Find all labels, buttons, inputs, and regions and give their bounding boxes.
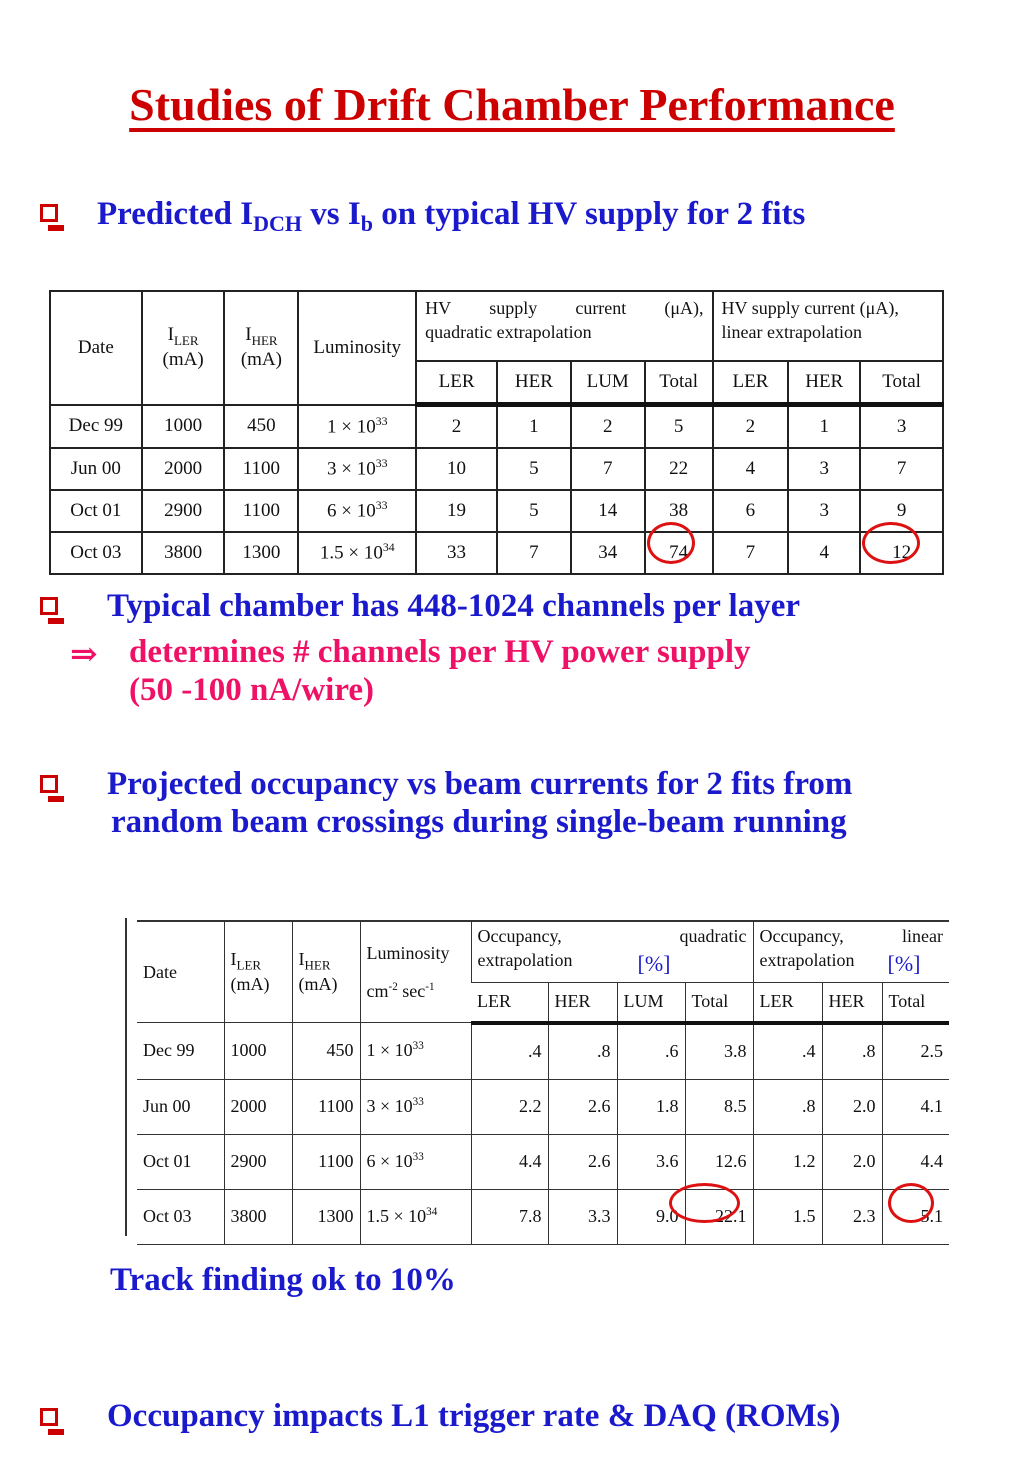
subheader-cell: LER bbox=[753, 982, 822, 1023]
highlight-circle-74 bbox=[647, 522, 695, 564]
col-header-linear: HV supply current (μA), linear extrapolation bbox=[713, 291, 943, 361]
value-cell: 2.6 bbox=[548, 1079, 617, 1134]
table-header-row bbox=[50, 291, 943, 361]
value-cell: 1.8 bbox=[617, 1079, 685, 1134]
value-cell: 4 bbox=[788, 532, 860, 574]
date-cell: Dec 99 bbox=[50, 405, 142, 449]
date-cell: Oct 01 bbox=[50, 490, 142, 532]
luminosity-cell: $1.5 \times 10^{34}$ bbox=[298, 532, 416, 574]
iler-cell: 2000 bbox=[142, 448, 225, 490]
col-header-iler: $I_{LER}$ (mA) bbox=[224, 922, 292, 1023]
date-cell: Oct 03 bbox=[50, 532, 142, 574]
iler-cell: 2900 bbox=[224, 1134, 292, 1189]
quad-percent-unit: [%] bbox=[637, 951, 671, 976]
bullet-icon bbox=[40, 597, 58, 615]
highlight-circle-12 bbox=[862, 522, 920, 564]
table-row bbox=[137, 1079, 949, 1134]
bullet-predicted-current: Predicted $I_{DCH}$ vs $I_b$ on typical HV supply for 2 fits bbox=[97, 196, 806, 236]
value-cell: 12.6 bbox=[685, 1134, 753, 1189]
col-header-iher: $I_{HER}$ (mA) bbox=[224, 291, 298, 405]
col-header-date: Date bbox=[50, 291, 142, 405]
implies-line2: (50 -100 nA/wire) bbox=[129, 672, 375, 708]
highlight-circle-22-1 bbox=[669, 1183, 740, 1223]
subheader-cell: HER bbox=[822, 982, 882, 1023]
value-cell: 2 bbox=[713, 405, 789, 449]
value-cell: .4 bbox=[471, 1023, 548, 1080]
iler-cell: 1000 bbox=[224, 1023, 292, 1080]
iler-cell: 3800 bbox=[224, 1189, 292, 1244]
value-cell: 2.2 bbox=[471, 1079, 548, 1134]
value-cell: 7 bbox=[497, 532, 571, 574]
value-cell: 7 bbox=[860, 448, 943, 490]
iler-cell: 1000 bbox=[142, 405, 225, 449]
luminosity-cell: $1.5 \times 10^{34}$ bbox=[360, 1189, 471, 1244]
luminosity-cell: $1 \times 10^{33}$ bbox=[298, 405, 416, 449]
lin-percent-unit: [%] bbox=[887, 951, 921, 976]
table-row bbox=[137, 1134, 949, 1189]
value-cell: 8.5 bbox=[685, 1079, 753, 1134]
value-cell: 5 bbox=[645, 405, 713, 449]
occupancy-table bbox=[137, 922, 949, 1245]
luminosity-cell: $6 \times 10^{33}$ bbox=[360, 1134, 471, 1189]
luminosity-cell: $6 \times 10^{33}$ bbox=[298, 490, 416, 532]
col-header-iler: $I_{LER}$ (mA) bbox=[142, 291, 225, 405]
value-cell: 3.6 bbox=[617, 1134, 685, 1189]
bullet-icon bbox=[40, 204, 58, 222]
highlight-circle-5-1 bbox=[888, 1183, 934, 1223]
iher-cell: 1100 bbox=[224, 448, 298, 490]
value-cell: 7.8 bbox=[471, 1189, 548, 1244]
value-cell: 33 bbox=[416, 532, 497, 574]
value-cell: 9 bbox=[860, 490, 943, 532]
value-cell: 22 bbox=[645, 448, 713, 490]
value-cell: 1.2 bbox=[753, 1134, 822, 1189]
bullet-occupancy-impacts: Occupancy impacts L1 trigger rate & DAQ (ROMs) bbox=[107, 1398, 841, 1434]
table-row bbox=[137, 1189, 949, 1244]
value-cell: 4.1 bbox=[882, 1079, 949, 1134]
value-cell: 1.5 bbox=[753, 1189, 822, 1244]
value-cell: 34 bbox=[571, 532, 645, 574]
bullet-projected-occupancy-line1: Projected occupancy vs beam currents for 2 fits from bbox=[107, 766, 853, 802]
track-finding-note: Track finding ok to 10% bbox=[110, 1262, 456, 1298]
subheader-cell: HER bbox=[497, 361, 571, 405]
hv-current-table bbox=[49, 290, 944, 575]
value-cell: .4 bbox=[753, 1023, 822, 1080]
bullet-projected-occupancy-line2: random beam crossings during single-beam running bbox=[111, 804, 847, 840]
col-header-date: Date bbox=[137, 922, 224, 1023]
value-cell: 2 bbox=[571, 405, 645, 449]
implies-arrow-icon: ⇒ bbox=[70, 637, 98, 673]
value-cell: 5.1 bbox=[882, 1189, 949, 1244]
value-cell: 19 bbox=[416, 490, 497, 532]
table-row bbox=[137, 1023, 949, 1080]
value-cell: 3.3 bbox=[548, 1189, 617, 1244]
table-left-rule bbox=[125, 918, 127, 1236]
subheader-cell: Total bbox=[685, 982, 753, 1023]
value-cell: 74 bbox=[645, 532, 713, 574]
value-cell: 9.0 bbox=[617, 1189, 685, 1244]
luminosity-cell: $3 \times 10^{33}$ bbox=[360, 1079, 471, 1134]
implies-line1: determines # channels per HV power supply bbox=[129, 634, 751, 670]
table-header-row bbox=[137, 922, 949, 982]
table-row bbox=[50, 532, 943, 574]
value-cell: 22.1 bbox=[685, 1189, 753, 1244]
date-cell: Oct 01 bbox=[137, 1134, 224, 1189]
iler-cell: 3800 bbox=[142, 532, 225, 574]
subheader-cell: LER bbox=[471, 982, 548, 1023]
col-header-quadratic: HV supply current (μA), quadratic extrapolation bbox=[416, 291, 712, 361]
value-cell: 1 bbox=[788, 405, 860, 449]
subheader-cell: HER bbox=[548, 982, 617, 1023]
table-row bbox=[50, 490, 943, 532]
subheader-cell: LER bbox=[416, 361, 497, 405]
iher-cell: 1100 bbox=[292, 1134, 360, 1189]
value-cell: 5 bbox=[497, 448, 571, 490]
value-cell: 14 bbox=[571, 490, 645, 532]
col-header-quadratic: Occupancy, quadratic extrapolation [%] bbox=[471, 922, 753, 982]
value-cell: 2.0 bbox=[822, 1079, 882, 1134]
col-header-luminosity: Luminosity bbox=[298, 291, 416, 405]
value-cell: .8 bbox=[753, 1079, 822, 1134]
iher-cell: 1100 bbox=[292, 1079, 360, 1134]
luminosity-cell: $1 \times 10^{33}$ bbox=[360, 1023, 471, 1080]
value-cell: 2.5 bbox=[882, 1023, 949, 1080]
col-header-linear: Occupancy, linear extrapolation [%] bbox=[753, 922, 949, 982]
value-cell: 2.0 bbox=[822, 1134, 882, 1189]
value-cell: 2 bbox=[416, 405, 497, 449]
value-cell: 2.6 bbox=[548, 1134, 617, 1189]
date-cell: Dec 99 bbox=[137, 1023, 224, 1080]
table-row bbox=[50, 448, 943, 490]
col-header-iher: $I_{HER}$ (mA) bbox=[292, 922, 360, 1023]
value-cell: 4 bbox=[713, 448, 789, 490]
value-cell: 5 bbox=[497, 490, 571, 532]
value-cell: .8 bbox=[548, 1023, 617, 1080]
date-cell: Jun 00 bbox=[50, 448, 142, 490]
value-cell: 3 bbox=[788, 448, 860, 490]
value-cell: 7 bbox=[713, 532, 789, 574]
iher-cell: 450 bbox=[292, 1023, 360, 1080]
subheader-cell: Total bbox=[882, 982, 949, 1023]
subheader-cell: LUM bbox=[617, 982, 685, 1023]
iher-cell: 1100 bbox=[224, 490, 298, 532]
value-cell: 3 bbox=[860, 405, 943, 449]
subheader-cell: LER bbox=[713, 361, 789, 405]
value-cell: .6 bbox=[617, 1023, 685, 1080]
page-title: Studies of Drift Chamber Performance bbox=[129, 79, 895, 130]
subheader-cell: LUM bbox=[571, 361, 645, 405]
subheader-cell: Total bbox=[645, 361, 713, 405]
subheader-cell: HER bbox=[788, 361, 860, 405]
iher-cell: 1300 bbox=[292, 1189, 360, 1244]
table-row bbox=[50, 405, 943, 449]
iler-cell: 2900 bbox=[142, 490, 225, 532]
value-cell: 4.4 bbox=[882, 1134, 949, 1189]
value-cell: .8 bbox=[822, 1023, 882, 1080]
date-cell: Oct 03 bbox=[137, 1189, 224, 1244]
subheader-cell: Total bbox=[860, 361, 943, 405]
iler-cell: 2000 bbox=[224, 1079, 292, 1134]
value-cell: 12 bbox=[860, 532, 943, 574]
col-header-luminosity: Luminosity $cm^{-2}$ $\sec^{-1}$ bbox=[360, 922, 471, 1023]
value-cell: 6 bbox=[713, 490, 789, 532]
value-cell: 1 bbox=[497, 405, 571, 449]
value-cell: 10 bbox=[416, 448, 497, 490]
value-cell: 2.3 bbox=[822, 1189, 882, 1244]
luminosity-cell: $3 \times 10^{33}$ bbox=[298, 448, 416, 490]
value-cell: 4.4 bbox=[471, 1134, 548, 1189]
iher-cell: 1300 bbox=[224, 532, 298, 574]
value-cell: 3.8 bbox=[685, 1023, 753, 1080]
value-cell: 3 bbox=[788, 490, 860, 532]
bullet-icon bbox=[40, 1408, 58, 1426]
bullet-icon bbox=[40, 775, 58, 793]
bullet-channels-per-layer: Typical chamber has 448-1024 channels per layer bbox=[107, 588, 800, 624]
value-cell: 38 bbox=[645, 490, 713, 532]
iher-cell: 450 bbox=[224, 405, 298, 449]
value-cell: 7 bbox=[571, 448, 645, 490]
date-cell: Jun 00 bbox=[137, 1079, 224, 1134]
